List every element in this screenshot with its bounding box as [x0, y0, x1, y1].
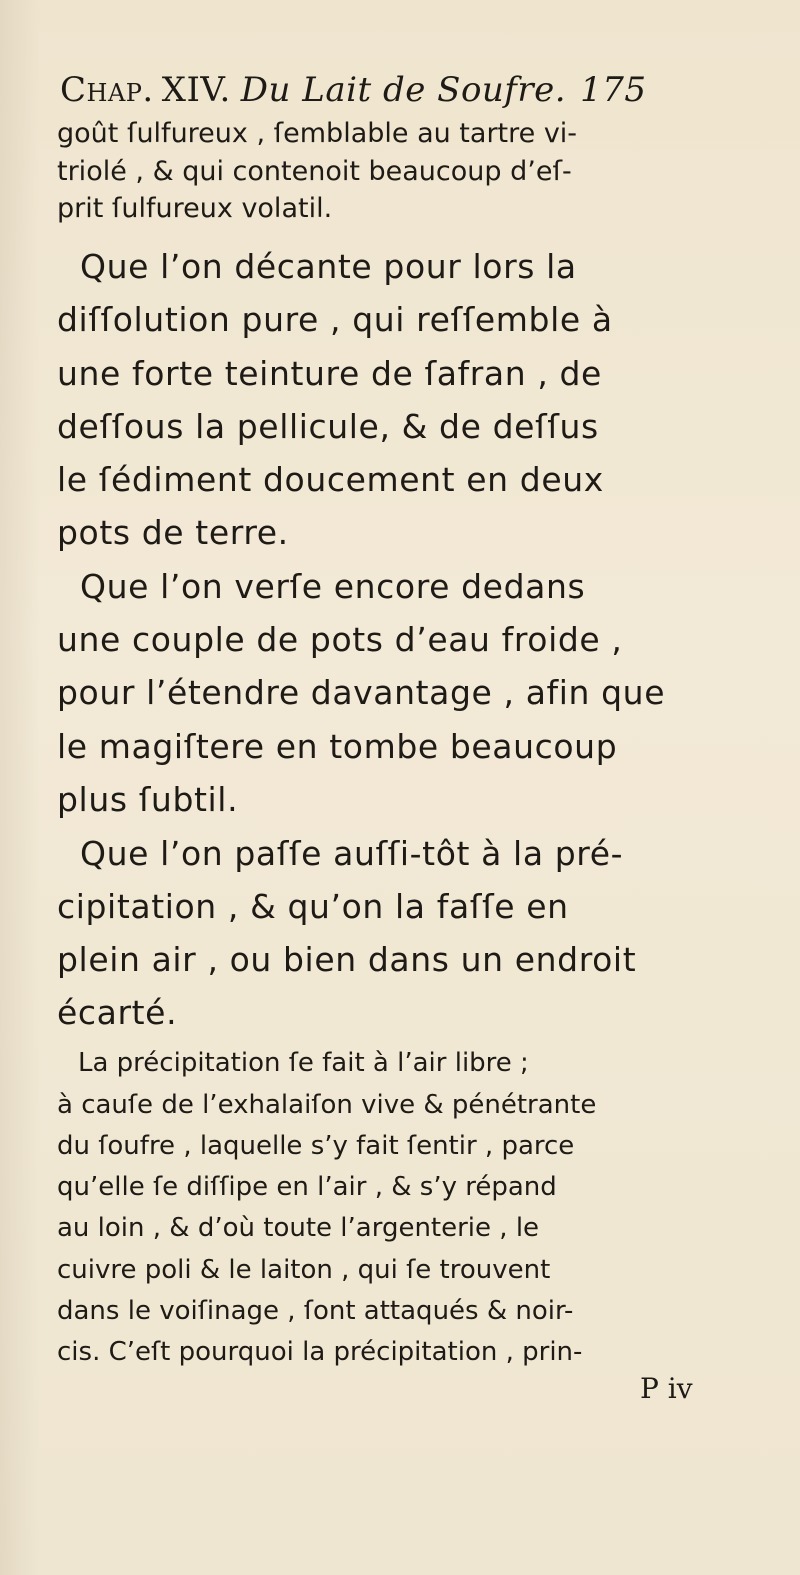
running-header — [60, 70, 760, 120]
text-line: cuivre poli & le laiton , qui ſe trouvent — [57, 1255, 551, 1285]
text-line: cis. C’eſt pourquoi la précipitation , prin- — [57, 1337, 583, 1367]
text-line: une couple de pots d’eau froide , — [57, 620, 623, 659]
paragraph-start: Que l’on décante pour lors la — [80, 247, 577, 286]
text-line: le ſédiment doucement en deux — [57, 460, 604, 499]
text-line: dans le voiſinage , ſont attaqués & noir- — [57, 1296, 574, 1326]
paragraph-start: Que l’on verſe encore dedans — [80, 567, 586, 606]
text-line: du ſoufre , laquelle s’y fait ſentir , parce — [57, 1131, 575, 1161]
text-line: plus ſubtil. — [57, 780, 239, 819]
text-line: plein air , ou bien dans un endroit — [57, 940, 637, 979]
text-line: au loin , & d’où toute l’argenterie , le — [57, 1213, 540, 1243]
chapter-label: Chap. — [60, 70, 154, 110]
chapter-number: XIV. — [161, 70, 231, 110]
text-line: cipitation , & qu’on la faſſe en — [57, 887, 569, 926]
text-line: goût ſulfureux , ſemblable au tartre vi- — [57, 118, 578, 149]
text-line: le magiſtere en tombe beaucoup — [57, 727, 618, 766]
text-line: une forte teinture de ſafran , de — [57, 354, 602, 393]
text-line: deſſous la pellicule, & de deſſus — [57, 407, 599, 446]
text-line: pour l’étendre davantage , afin que — [57, 673, 666, 712]
text-line: à cauſe de l’exhalaiſon vive & pénétrante — [57, 1090, 597, 1120]
chapter-title: Du Lait de Soufre. — [240, 70, 567, 110]
text-line: pots de terre. — [57, 513, 289, 552]
text-line: prit ſulfureux volatil. — [57, 193, 333, 224]
signature-mark: P iv — [640, 1372, 693, 1405]
page-number: 175 — [580, 70, 647, 110]
paragraph-start: Que l’on paſſe auſſi-tôt à la pré- — [80, 834, 624, 873]
text-line: qu’elle ſe diſſipe en l’air , & s’y répand — [57, 1172, 557, 1202]
text-line: écarté. — [57, 993, 178, 1032]
text-line: triolé , & qui contenoit beaucoup d’eſ- — [57, 156, 572, 187]
paragraph-start: La précipitation ſe fait à l’air libre ; — [78, 1048, 529, 1078]
text-line: diſſolution pure , qui reſſemble à — [57, 300, 613, 339]
